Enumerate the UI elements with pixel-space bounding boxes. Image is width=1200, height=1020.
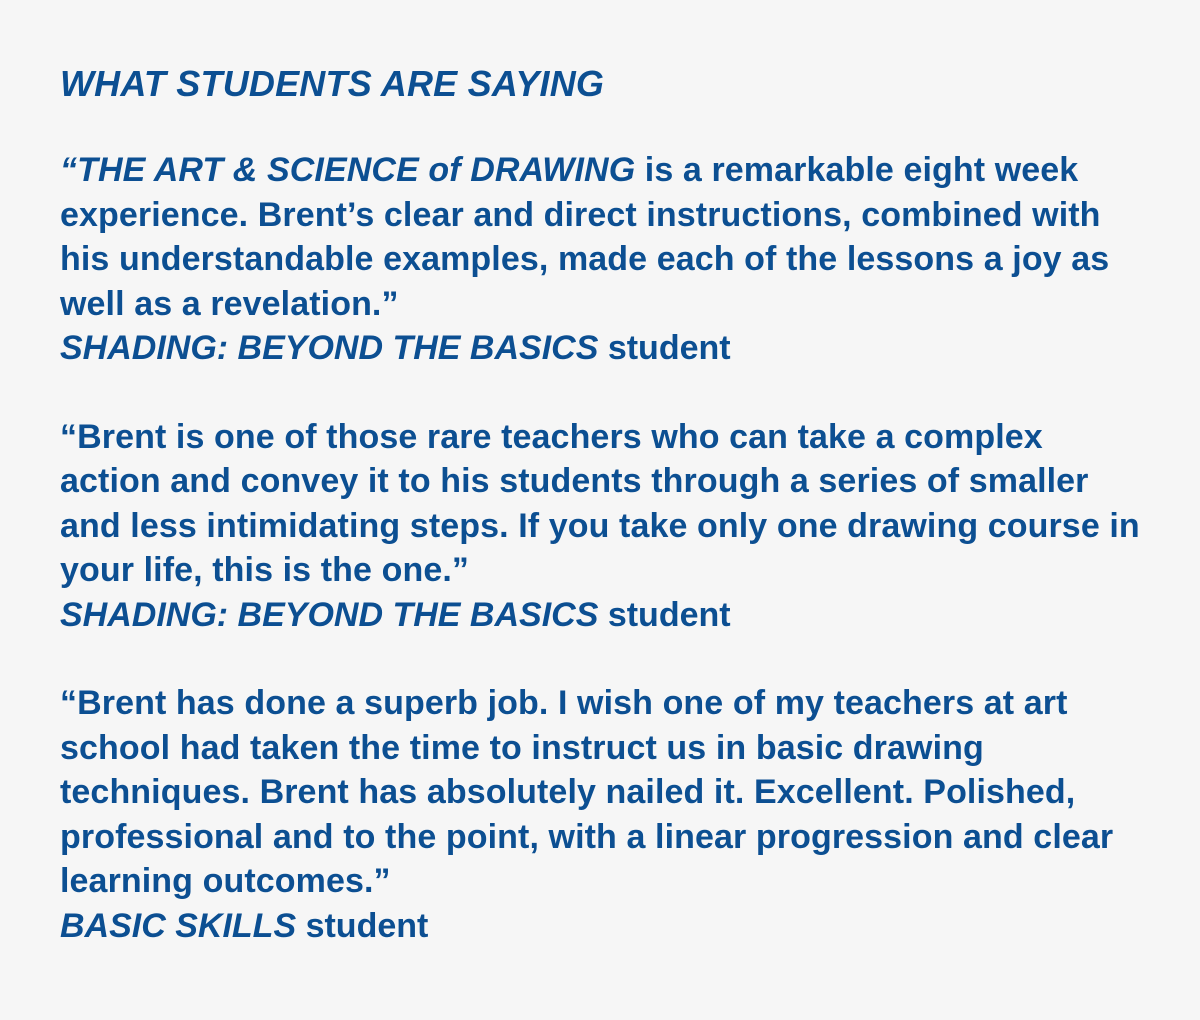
- testimonial-attribution: [60, 326, 1140, 371]
- attribution-course: BASIC SKILLS: [60, 906, 297, 945]
- testimonial: [60, 415, 1140, 638]
- quote-text: is a remarkable eight week experience. Brent’s clear and direct instructions, combined with his understandable examples, made each of the lessons a joy as well as a revelation.”: [60, 151, 1110, 323]
- attribution-role: student: [598, 595, 731, 634]
- testimonial: [60, 681, 1140, 948]
- testimonial-attribution: [60, 904, 1140, 949]
- testimonial-quote: [60, 148, 1140, 326]
- attribution-course: SHADING: BEYOND THE BASICS: [60, 329, 599, 367]
- attribution-role: student: [296, 906, 429, 945]
- attribution-role: student: [598, 329, 731, 367]
- course-title-emphasis: THE ART & SCIENCE of DRAWING: [77, 151, 636, 189]
- quote-text: “Brent has done a superb job. I wish one of my teachers at art school had taken the time to instruct us in basic drawing techniques. Brent has absolutely nailed it. Excellent. Polished, professional and to the point, with a linear progression and clear learning outcomes.”: [60, 684, 1114, 900]
- testimonial-quote: [60, 415, 1140, 593]
- testimonial: [60, 148, 1140, 371]
- quote-open-mark: “: [60, 151, 78, 189]
- testimonial-attribution: [60, 593, 1140, 638]
- attribution-course: SHADING: BEYOND THE BASICS: [60, 595, 599, 634]
- quote-text: “Brent is one of those rare teachers who can take a complex action and convey it to his students through a series of smaller and less intimidating steps. If you take only one drawing course in your life, this is the one.”: [60, 417, 1140, 589]
- testimonial-quote: [60, 681, 1140, 904]
- section-heading: WHAT STUDENTS ARE SAYING: [60, 63, 605, 104]
